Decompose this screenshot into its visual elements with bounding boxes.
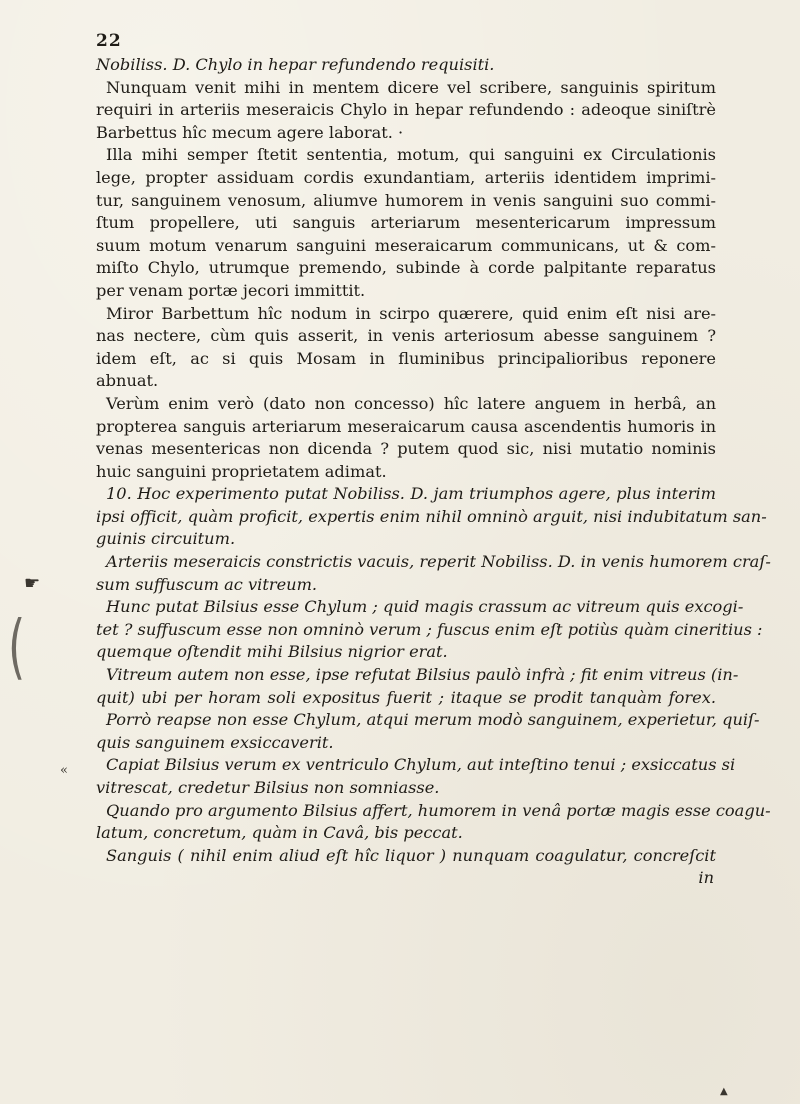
text-line: Barbettus hîc mecum agere laborat. · (96, 122, 404, 142)
text-line: Miror Barbettum hîc nodum in scirpo quærere, quid enim eſt nisi are- (106, 303, 716, 323)
margin-bracket-icon: ( (8, 606, 26, 689)
text-line: tet ? suffuscum esse non omninò verum ; fuscus enim eſt potiùs quàm cineritius : (96, 619, 763, 639)
text-line: quit) ubi per horam soli expositus fuerit ; itaque se prodit tanquàm forex. (96, 687, 716, 707)
text-line: quis sanguinem exsiccaverit. (96, 732, 334, 752)
text-line: miſto Chylo, utrumque premendo, subinde à corde palpitante reparatus (96, 258, 716, 278)
text-line: Nunquam venit mihi in mentem dicere vel scribere, sanguinis spiritum (106, 77, 716, 97)
margin-mark-icon: « (60, 763, 68, 778)
text-line: in (698, 868, 714, 888)
page-number: 22 (96, 31, 122, 51)
text-line: lege, propter assiduam cordis exundantiam, arteriis identidem imprimi- (96, 167, 716, 187)
text-line: venas mesentericas non dicenda ? putem quod sic, nisi mutatio nominis (96, 439, 716, 459)
text-line: per venam portæ jecori immittit. (96, 280, 366, 300)
pointing-hand-icon: ☛ (24, 573, 41, 594)
text-line: nas nectere, cùm quis asserit, in venis arteriosum abesse sanguinem ? (96, 326, 716, 346)
body-text (96, 54, 771, 890)
text-line: Hunc putat Bilsius esse Chylum ; quid magis crassum ac vitreum quis excogi- (106, 597, 744, 617)
text-line: propterea sanguis arteriarum meseraicarum causa ascendentis humoris in (96, 416, 716, 436)
text-line: Verùm enim verò (dato non concesso) hîc latere anguem in herbâ, an (106, 393, 716, 413)
text-line: 10. Hoc experimento putat Nobiliss. D. jam triumphos agere, plus interim (106, 484, 716, 504)
text-line: Nobiliss. D. Chylo in hepar refundendo requisiti. (96, 55, 495, 74)
text-line: suum motum venarum sanguini meseraicarum communicans, ut & com- (96, 235, 716, 255)
text-line: idem eſt, ac si quis Mosam in fluminibus principalioribus reponere (96, 348, 716, 368)
text-line: vitrescat, credetur Bilsius non somniasse. (96, 778, 440, 797)
text-line: ſtum propellere, uti sanguis arteriarum mesentericarum impressum (96, 213, 716, 233)
text-line: Vitreum autem non esse, ipse refutat Bilsius paulò infrà ; fit enim vitreus (in- (106, 665, 739, 685)
text-line: Capiat Bilsius verum ex ventriculo Chylum, aut inteſtino tenui ; exsiccatus si (106, 755, 736, 775)
text-line: Arteriis meseraicis constrictis vacuis, reperit Nobiliss. D. in venis humorem craſ- (106, 552, 771, 572)
text-line: Porrò reapse non esse Chylum, atqui merum modò sanguinem, experietur, quiſ- (106, 710, 760, 730)
text-line: Sanguis ( nihil enim aliud eſt hîc liquor ) nunquam coagulatur, concreſcit (106, 845, 716, 865)
text-line: guinis circuitum. (96, 529, 236, 549)
ink-spot-icon: ▲ (720, 1086, 728, 1097)
text-line: abnuat. (96, 371, 159, 391)
text-line: quemque oſtendit mihi Bilsius nigrior erat. (96, 642, 448, 662)
text-line: sum suffuscum ac vitreum. (96, 574, 318, 594)
text-line: Illa mihi semper ſtetit sententia, motum, qui sanguini ex Circulationis (106, 145, 716, 165)
text-line: ipsi officit, quàm proficit, expertis enim nihil omninò arguit, nisi indubitatum san- (96, 506, 767, 526)
text-line: latum, concretum, quàm in Cavâ, bis peccat. (96, 823, 463, 843)
text-line: huic sanguini proprietatem adimat. (96, 461, 387, 481)
text-line: Quando pro argumento Bilsius affert, humorem in venâ portæ magis esse coagu- (106, 800, 771, 820)
text-line: requiri in arteriis meseraicis Chylo in hepar refundendo : adeoque siniſtrè (96, 100, 716, 120)
text-line: tur, sanguinem venosum, aliumve humorem in venis sanguini suo commi- (96, 190, 716, 210)
